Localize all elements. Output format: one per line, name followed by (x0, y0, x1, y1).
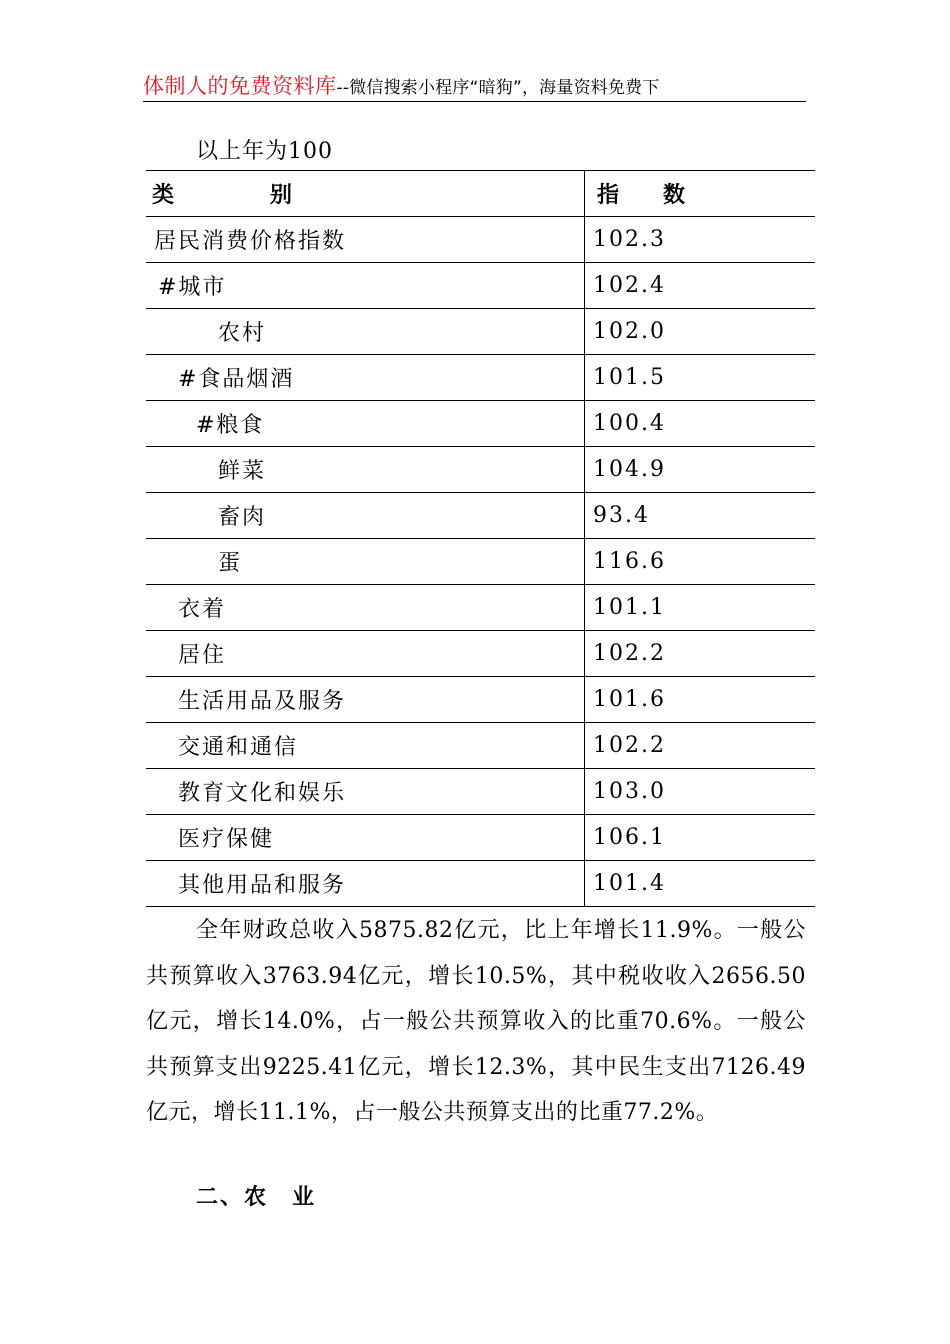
row-index-value: 93.4 (585, 493, 816, 539)
table-row (146, 815, 815, 861)
section-title: 二、农 业 (196, 1185, 317, 1210)
row-index-value: 102.0 (585, 309, 816, 355)
table-row (146, 861, 815, 907)
table-header-row (146, 171, 815, 217)
row-category: 衣着 (146, 585, 585, 631)
row-category: 鲜菜 (146, 447, 585, 493)
header-divider (143, 101, 806, 102)
row-index-value: 101.4 (585, 861, 816, 907)
row-index-value: 102.4 (585, 263, 816, 309)
fiscal-paragraph-text: 全年财政总收入5875.82亿元，比上年增长11.9%。一般公共预算收入3763.94亿元，增长10.5%，其中税收收入2656.50亿元，增长14.0%，占一般公共预算收入的比重70.6%。一般公共预算支出9225.41亿元，增长12.3%，其中民生支出7126.49亿元，增长11.1%，占一般公共预算支出的比重77.2%。 (146, 918, 806, 1125)
header-index (585, 171, 816, 217)
watermark-brand: 体制人的免费资料库 (143, 74, 337, 98)
table-row (146, 585, 815, 631)
row-category: 生活用品及服务 (146, 677, 585, 723)
row-category: 农村 (146, 309, 585, 355)
row-index-value: 101.1 (585, 585, 816, 631)
table-row (146, 309, 815, 355)
row-index-value: 102.2 (585, 631, 816, 677)
row-index-value: 101.6 (585, 677, 816, 723)
table-row (146, 769, 815, 815)
row-index-value: 104.9 (585, 447, 816, 493)
row-index-value: 101.5 (585, 355, 816, 401)
row-index-value: 106.1 (585, 815, 816, 861)
table-row (146, 539, 815, 585)
table-row (146, 355, 815, 401)
row-index-value: 102.2 (585, 723, 816, 769)
header-category-char-2: 别 (270, 183, 295, 208)
watermark-header (143, 70, 806, 100)
watermark-slogan: --微信搜索小程序“暗狗”，海量资料免费下 (336, 78, 660, 98)
row-category: #粮食 (146, 401, 585, 447)
row-category: #食品烟酒 (146, 355, 585, 401)
table-row (146, 217, 815, 263)
table-unit-note: 以上年为100 (196, 139, 333, 164)
table-row (146, 493, 815, 539)
row-category: 教育文化和娱乐 (146, 769, 585, 815)
row-index-value: 102.3 (585, 217, 816, 263)
header-category-char-1: 类 (152, 183, 177, 208)
row-category: 其他用品和服务 (146, 861, 585, 907)
fiscal-paragraph (146, 908, 806, 1136)
table-body (146, 217, 815, 907)
table-row (146, 723, 815, 769)
table-row (146, 447, 815, 493)
header-category (146, 171, 585, 217)
header-index-char-2: 数 (663, 183, 688, 208)
row-index-value: 100.4 (585, 401, 816, 447)
row-category: 医疗保健 (146, 815, 585, 861)
table-row (146, 677, 815, 723)
cpi-table (146, 170, 815, 907)
row-category: 居民消费价格指数 (146, 217, 585, 263)
header-index-char-1: 指 (597, 183, 622, 208)
row-index-value: 103.0 (585, 769, 816, 815)
row-category: 畜肉 (146, 493, 585, 539)
table-row (146, 263, 815, 309)
row-category: #城市 (146, 263, 585, 309)
row-category: 蛋 (146, 539, 585, 585)
row-category: 交通和通信 (146, 723, 585, 769)
table-row (146, 631, 815, 677)
table-row (146, 401, 815, 447)
row-category: 居住 (146, 631, 585, 677)
row-index-value: 116.6 (585, 539, 816, 585)
